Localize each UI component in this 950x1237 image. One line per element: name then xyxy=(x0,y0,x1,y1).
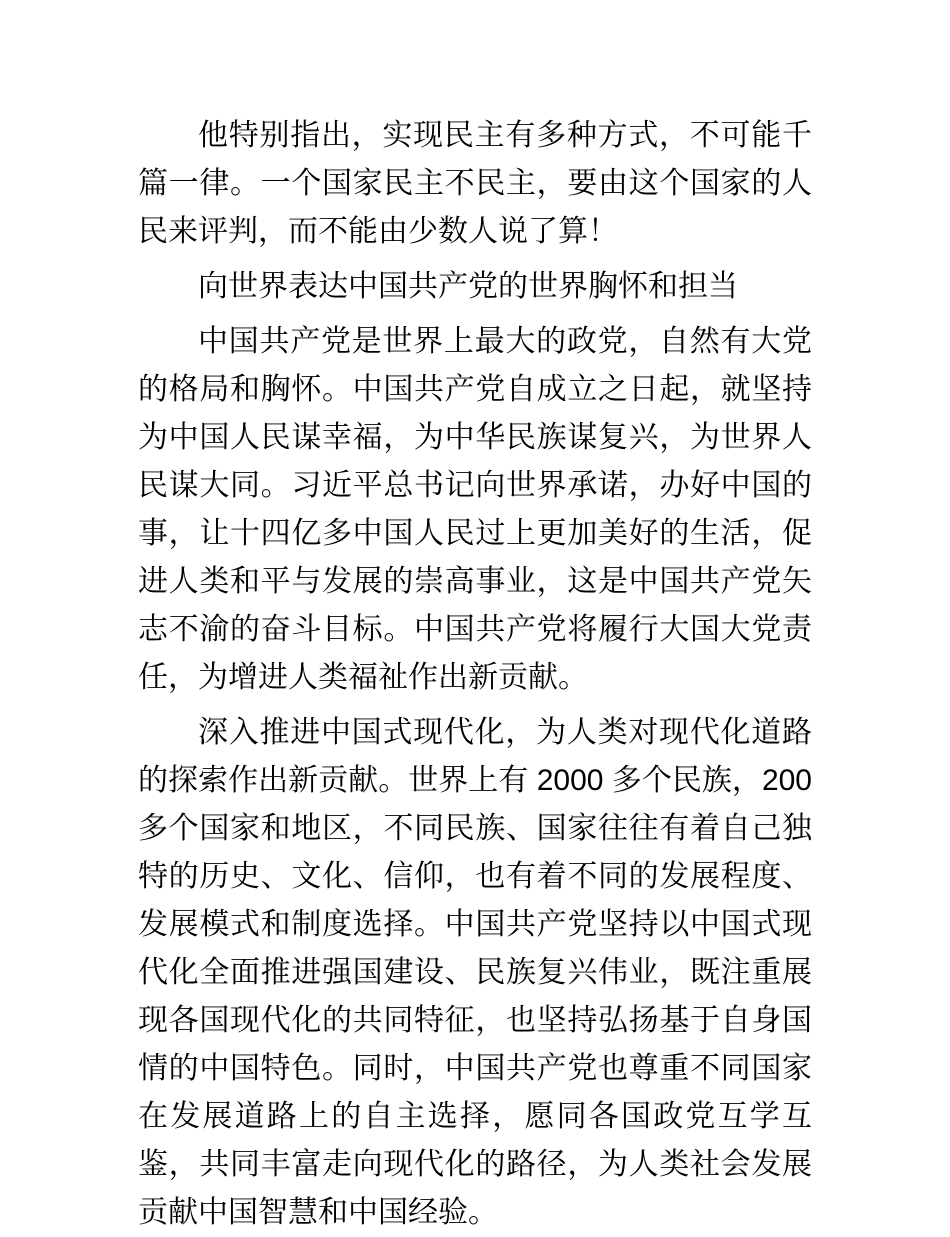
paragraph-modernization: 深入推进中国式现代化，为人类对现代化道路的探索作出新贡献。世界上有 2000 多个民族，200 多个国家和地区，不同民族、国家往往有着自己独特的历史、文化、信仰，也有着不同的发展程度、发展模式和制度选择。中国共产党坚持以中国式现代化全面推进强国建设、民族复兴伟业，既注重展现各国现代化的共同特征，也坚持弘扬基于自身国情的中国特色。同时，中国共产党也尊重不同国家在发展道路上的自主选择，愿同各国政党互学互鉴，共同丰富走向现代化的路径，为人类社会发展贡献中国智慧和中国经验。 xyxy=(138,716,812,1229)
paragraph-largest-party: 中国共产党是世界上最大的政党，自然有大党的格局和胸怀。中国共产党自成立之日起，就坚持为中国人民谋幸福，为中华民族谋复兴，为世界人民谋大同。习近平总书记向世界承诺，办好中国的事，让十四亿多中国人民过上更加美好的生活，促进人类和平与发展的崇高事业，这是中国共产党矢志不渝的奋斗目标。中国共产党将履行大国大党责任，为增进人类福祉作出新贡献。 xyxy=(138,325,812,694)
subheading-world-vision: 向世界表达中国共产党的世界胸怀和担当 xyxy=(198,270,738,303)
paragraph-democracy: 他特别指出，实现民主有多种方式，不可能千篇一律。一个国家民主不民主，要由这个国家的人民来评判，而不能由少数人说了算！ xyxy=(138,119,812,248)
